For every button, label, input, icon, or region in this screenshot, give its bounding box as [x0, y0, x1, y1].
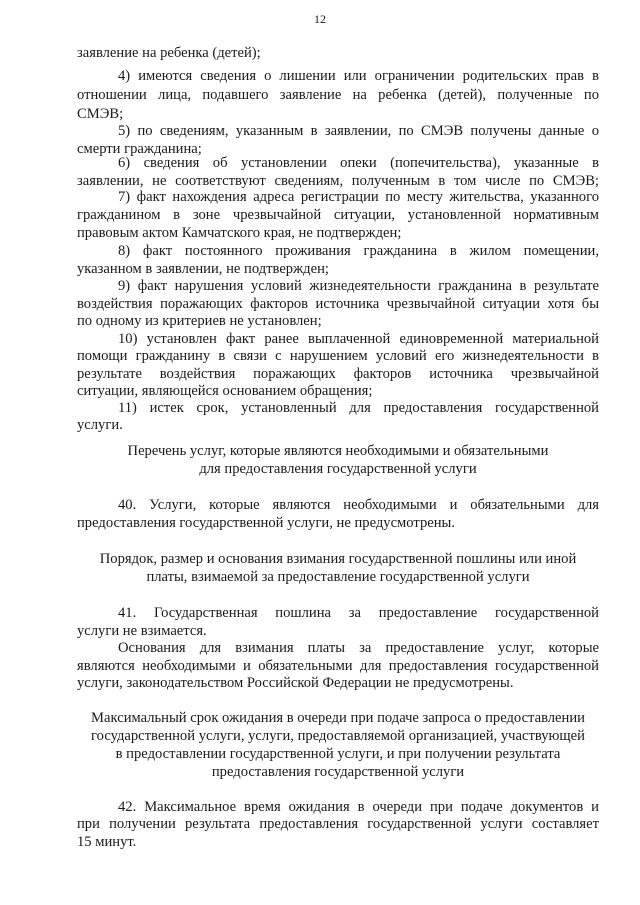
text-line: заявление на ребенка (детей); [77, 45, 261, 61]
text-line: смерти гражданина; [77, 141, 202, 157]
section-heading: в предоставлении государственной услуги, и при получении результата [115, 746, 561, 762]
text-line: СМЭВ; [77, 106, 124, 122]
text-line: заявлении, не соответствуют сведениям, полученным в том числе по СМЭВ; [77, 173, 599, 189]
text-line: 6) сведения об установлении опеки (попечительства), указанные в [118, 155, 599, 171]
section-heading: для предоставления государственной услуги [199, 461, 477, 477]
text-line: услуги не взимается. [77, 623, 207, 639]
text-line: 40. Услуги, которые являются необходимыми и обязательными для [118, 497, 599, 513]
section-heading: платы, взимаемой за предоставление государственной услуги [146, 569, 530, 585]
text-line: 41. Государственная пошлина за предоставление государственной [118, 605, 599, 621]
text-line: 5) по сведениям, указанным в заявлении, по СМЭВ получены данные о [118, 123, 599, 139]
section-heading: Порядок, размер и основания взимания государственной пошлины или иной [99, 551, 577, 567]
section-heading: государственной услуги, услуги, предоставляемой организацией, участвующей [91, 728, 585, 744]
text-line: 42. Максимальное время ожидания в очереди при подаче документов и [118, 799, 599, 815]
text-line: 11) истек срок, установленный для предоставления государственной [118, 400, 599, 416]
text-line: помощи гражданину в связи с нарушением условий его жизнедеятельности в [77, 348, 599, 364]
text-line: 7) факт нахождения адреса регистрации по месту жительства, указанного [118, 189, 599, 205]
text-line: воздействия поражающих факторов источника чрезвычайной ситуации хотя бы [77, 296, 599, 312]
text-line: 8) факт постоянного проживания гражданина в жилом помещении, [118, 243, 599, 259]
text-line: указанном в заявлении, не подтвержден; [77, 261, 329, 277]
section-heading: предоставления государственной услуги [211, 764, 465, 780]
text-line: правовым актом Камчатского края, не подтвержден; [77, 225, 402, 241]
text-line: 15 минут. [77, 834, 137, 850]
section-heading: Перечень услуг, которые являются необходимыми и обязательными [127, 443, 549, 459]
text-line: при получении результата предоставления государственной услуги составляет [77, 816, 599, 832]
text-line: результате воздействия поражающих факторов источника чрезвычайной [77, 366, 599, 382]
text-line: 4) имеются сведения о лишении или ограничении родительских прав в [118, 68, 599, 84]
text-line: 10) установлен факт ранее выплаченной единовременной материальной [118, 331, 599, 347]
text-line: услуги. [77, 417, 123, 433]
text-line: отношении лица, подавшего заявление на ребенка (детей), полученные по [77, 87, 599, 103]
text-line: являются необходимыми и обязательными для предоставления государственной [77, 658, 599, 674]
text-line: гражданином в зоне чрезвычайной ситуации, установленной нормативным [77, 207, 599, 223]
text-line: по одному из критериев не установлен; [77, 313, 322, 329]
page-number: 12 [314, 12, 326, 26]
section-heading: Максимальный срок ожидания в очереди при подаче запроса о предоставлении [91, 710, 585, 726]
text-line: ситуации, являющейся основанием обращения; [77, 383, 373, 399]
text-line: предоставления государственной услуги, не предусмотрены. [77, 515, 455, 531]
text-line: 9) факт нарушения условий жизнедеятельности гражданина в результате [118, 278, 599, 294]
text-line: Основания для взимания платы за предоставление услуг, которые [118, 640, 599, 656]
text-line: услуги, законодательством Российской Федерации не предусмотрены. [77, 675, 514, 691]
